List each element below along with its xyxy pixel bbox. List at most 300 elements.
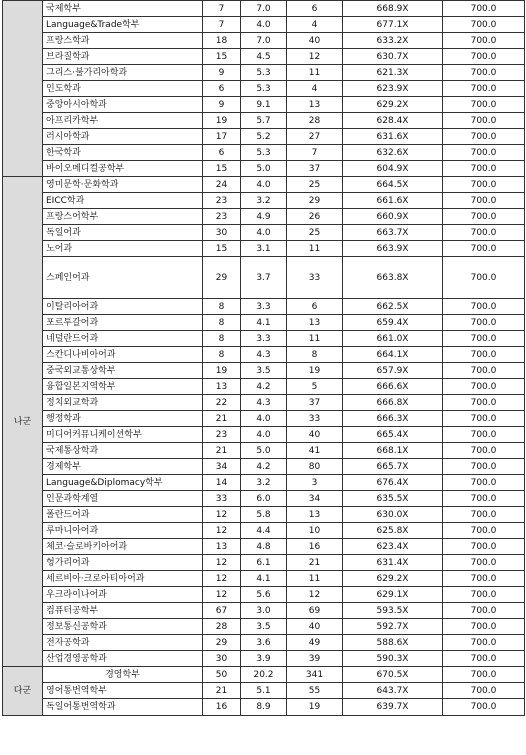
max-score-cell: 700.0 [443, 225, 525, 241]
rate-cell: 9.1 [241, 97, 287, 113]
table-row [3, 523, 525, 539]
max-score-cell: 700.0 [443, 209, 525, 225]
max-score-cell: 700.0 [443, 347, 525, 363]
max-score-cell: 700.0 [443, 683, 525, 699]
group-label [3, 1, 43, 177]
count-cell: 27 [287, 129, 343, 145]
department-name: 체코·슬로바키아어과 [43, 539, 203, 555]
rate-cell: 4.0 [241, 17, 287, 33]
quota-cell: 30 [203, 651, 241, 667]
score-cell: 604.9X [343, 161, 443, 177]
max-score-cell: 700.0 [443, 241, 525, 257]
quota-cell: 12 [203, 507, 241, 523]
score-cell: 592.7X [343, 619, 443, 635]
department-name: 경제학부 [43, 459, 203, 475]
quota-cell: 8 [203, 347, 241, 363]
table-row [3, 17, 525, 33]
department-name: 정치외교학과 [43, 395, 203, 411]
department-name: 폴란드어과 [43, 507, 203, 523]
count-cell: 69 [287, 603, 343, 619]
quota-cell: 18 [203, 33, 241, 49]
table-row [3, 299, 525, 315]
table-row [3, 65, 525, 81]
count-cell: 28 [287, 113, 343, 129]
quota-cell: 29 [203, 257, 241, 299]
max-score-cell: 700.0 [443, 619, 525, 635]
table-row [3, 49, 525, 65]
count-cell: 40 [287, 427, 343, 443]
table-row [3, 491, 525, 507]
table-row [3, 539, 525, 555]
rate-cell: 3.0 [241, 603, 287, 619]
quota-cell: 16 [203, 699, 241, 716]
table-row [3, 411, 525, 427]
department-name: 정보통신공학과 [43, 619, 203, 635]
max-score-cell: 700.0 [443, 523, 525, 539]
table-row [3, 619, 525, 635]
department-name: 우크라이나어과 [43, 587, 203, 603]
rate-cell: 4.4 [241, 523, 287, 539]
score-cell: 670.5X [343, 667, 443, 683]
rate-cell: 3.5 [241, 619, 287, 635]
score-cell: 664.5X [343, 177, 443, 193]
quota-cell: 29 [203, 635, 241, 651]
table-row [3, 475, 525, 491]
department-name: 네덜란드어과 [43, 331, 203, 347]
count-cell: 25 [287, 225, 343, 241]
score-cell: 630.7X [343, 49, 443, 65]
quota-cell: 22 [203, 395, 241, 411]
score-cell: 661.0X [343, 331, 443, 347]
department-name: 산업경영공학과 [43, 651, 203, 667]
quota-cell: 12 [203, 555, 241, 571]
max-score-cell: 700.0 [443, 315, 525, 331]
quota-cell: 6 [203, 81, 241, 97]
table-row [3, 113, 525, 129]
table-body [3, 1, 525, 716]
department-name: 포르투갈어과 [43, 315, 203, 331]
rate-cell: 4.0 [241, 177, 287, 193]
score-cell: 629.2X [343, 97, 443, 113]
count-cell: 7 [287, 145, 343, 161]
quota-cell: 8 [203, 315, 241, 331]
table-row [3, 81, 525, 97]
department-name: 국제학부 [43, 1, 203, 17]
department-name: 헝가리어과 [43, 555, 203, 571]
count-cell: 8 [287, 347, 343, 363]
department-name: 프랑스학과 [43, 33, 203, 49]
score-cell: 632.6X [343, 145, 443, 161]
rate-cell: 4.2 [241, 459, 287, 475]
quota-cell: 13 [203, 539, 241, 555]
count-cell: 4 [287, 17, 343, 33]
rate-cell: 5.7 [241, 113, 287, 129]
rate-cell: 4.5 [241, 49, 287, 65]
department-name: 영미문학·문화학과 [43, 177, 203, 193]
department-name: 전자공학과 [43, 635, 203, 651]
table-row [3, 315, 525, 331]
max-score-cell: 700.0 [443, 427, 525, 443]
count-cell: 26 [287, 209, 343, 225]
score-cell: 665.4X [343, 427, 443, 443]
max-score-cell: 700.0 [443, 571, 525, 587]
table-row [3, 145, 525, 161]
rate-cell: 4.0 [241, 427, 287, 443]
score-cell: 666.3X [343, 411, 443, 427]
quota-cell: 30 [203, 225, 241, 241]
score-cell: 625.8X [343, 523, 443, 539]
max-score-cell: 700.0 [443, 97, 525, 113]
department-name: 독일어과 [43, 225, 203, 241]
max-score-cell: 700.0 [443, 667, 525, 683]
rate-cell: 3.3 [241, 331, 287, 347]
count-cell: 40 [287, 619, 343, 635]
max-score-cell: 700.0 [443, 129, 525, 145]
table-row [3, 507, 525, 523]
department-name: 한국학과 [43, 145, 203, 161]
rate-cell: 5.0 [241, 161, 287, 177]
department-name: 경영학부 [43, 667, 203, 683]
table-row [3, 443, 525, 459]
score-cell: 665.7X [343, 459, 443, 475]
department-name: 스칸디나비아어과 [43, 347, 203, 363]
department-name: 브라질학과 [43, 49, 203, 65]
department-name: 이탈리아어과 [43, 299, 203, 315]
department-name: Language&Trade학부 [43, 17, 203, 33]
rate-cell: 5.3 [241, 65, 287, 81]
quota-cell: 7 [203, 1, 241, 17]
score-cell: 668.9X [343, 1, 443, 17]
table-row [3, 161, 525, 177]
quota-cell: 8 [203, 299, 241, 315]
rate-cell: 5.6 [241, 587, 287, 603]
rate-cell: 3.1 [241, 241, 287, 257]
max-score-cell: 700.0 [443, 603, 525, 619]
max-score-cell: 700.0 [443, 257, 525, 299]
table-row [3, 459, 525, 475]
department-name: EICC학과 [43, 193, 203, 209]
rate-cell: 4.1 [241, 571, 287, 587]
quota-cell: 23 [203, 193, 241, 209]
count-cell: 37 [287, 395, 343, 411]
rate-cell: 4.0 [241, 411, 287, 427]
quota-cell: 12 [203, 587, 241, 603]
department-name: 스페인어과 [43, 257, 203, 299]
department-name: Language&Diplomacy학부 [43, 475, 203, 491]
score-cell: 663.8X [343, 257, 443, 299]
rate-cell: 4.9 [241, 209, 287, 225]
score-cell: 621.3X [343, 65, 443, 81]
quota-cell: 21 [203, 443, 241, 459]
rate-cell: 3.6 [241, 635, 287, 651]
count-cell: 13 [287, 315, 343, 331]
department-name: 컴퓨터공학부 [43, 603, 203, 619]
quota-cell: 24 [203, 177, 241, 193]
max-score-cell: 700.0 [443, 161, 525, 177]
rate-cell: 4.0 [241, 225, 287, 241]
table-row [3, 193, 525, 209]
department-name: 노어과 [43, 241, 203, 257]
rate-cell: 3.5 [241, 363, 287, 379]
count-cell: 33 [287, 411, 343, 427]
count-cell: 12 [287, 587, 343, 603]
count-cell: 11 [287, 241, 343, 257]
table-row [3, 209, 525, 225]
score-cell: 666.6X [343, 379, 443, 395]
rate-cell: 5.3 [241, 145, 287, 161]
count-cell: 19 [287, 699, 343, 716]
rate-cell: 8.9 [241, 699, 287, 716]
department-name: 바이오메디컬공학부 [43, 161, 203, 177]
count-cell: 11 [287, 571, 343, 587]
rate-cell: 5.8 [241, 507, 287, 523]
department-name: 인문과학계열 [43, 491, 203, 507]
table-row [3, 603, 525, 619]
score-cell: 590.3X [343, 651, 443, 667]
max-score-cell: 700.0 [443, 443, 525, 459]
max-score-cell: 700.0 [443, 651, 525, 667]
score-cell: 593.5X [343, 603, 443, 619]
score-cell: 666.8X [343, 395, 443, 411]
quota-cell: 23 [203, 209, 241, 225]
rate-cell: 5.0 [241, 443, 287, 459]
admissions-table [2, 0, 525, 716]
max-score-cell: 700.0 [443, 193, 525, 209]
max-score-cell: 700.0 [443, 411, 525, 427]
score-cell: 643.7X [343, 683, 443, 699]
max-score-cell: 700.0 [443, 539, 525, 555]
table-row [3, 33, 525, 49]
max-score-cell: 700.0 [443, 33, 525, 49]
department-name: 영어통번역학부 [43, 683, 203, 699]
count-cell: 12 [287, 49, 343, 65]
score-cell: 588.6X [343, 635, 443, 651]
score-cell: 631.4X [343, 555, 443, 571]
count-cell: 341 [287, 667, 343, 683]
table-row [3, 427, 525, 443]
table-row [3, 571, 525, 587]
count-cell: 29 [287, 193, 343, 209]
score-cell: 663.9X [343, 241, 443, 257]
quota-cell: 9 [203, 65, 241, 81]
department-name: 융합일본지역학부 [43, 379, 203, 395]
score-cell: 661.6X [343, 193, 443, 209]
rate-cell: 3.2 [241, 193, 287, 209]
group-label: 다군 [3, 667, 43, 716]
quota-cell: 50 [203, 667, 241, 683]
score-cell: 668.1X [343, 443, 443, 459]
count-cell: 39 [287, 651, 343, 667]
table-row [3, 395, 525, 411]
table-row [3, 177, 525, 193]
count-cell: 11 [287, 65, 343, 81]
department-name: 프랑스어학부 [43, 209, 203, 225]
rate-cell: 3.3 [241, 299, 287, 315]
max-score-cell: 700.0 [443, 331, 525, 347]
score-cell: 662.5X [343, 299, 443, 315]
count-cell: 6 [287, 299, 343, 315]
score-cell: 630.0X [343, 507, 443, 523]
quota-cell: 8 [203, 331, 241, 347]
quota-cell: 21 [203, 411, 241, 427]
count-cell: 55 [287, 683, 343, 699]
score-cell: 635.5X [343, 491, 443, 507]
rate-cell: 4.3 [241, 347, 287, 363]
rate-cell: 5.2 [241, 129, 287, 145]
rate-cell: 3.9 [241, 651, 287, 667]
max-score-cell: 700.0 [443, 113, 525, 129]
department-name: 국제통상학과 [43, 443, 203, 459]
max-score-cell: 700.0 [443, 699, 525, 716]
score-cell: 664.1X [343, 347, 443, 363]
rate-cell: 4.8 [241, 539, 287, 555]
rate-cell: 4.1 [241, 315, 287, 331]
quota-cell: 9 [203, 97, 241, 113]
rate-cell: 4.2 [241, 379, 287, 395]
score-cell: 628.4X [343, 113, 443, 129]
count-cell: 21 [287, 555, 343, 571]
score-cell: 623.4X [343, 539, 443, 555]
table-row [3, 587, 525, 603]
count-cell: 49 [287, 635, 343, 651]
table-row [3, 363, 525, 379]
quota-cell: 12 [203, 571, 241, 587]
table-row [3, 257, 525, 299]
max-score-cell: 700.0 [443, 17, 525, 33]
max-score-cell: 700.0 [443, 587, 525, 603]
quota-cell: 12 [203, 523, 241, 539]
department-name: 중앙아시아학과 [43, 97, 203, 113]
department-name: 독일어통번역학과 [43, 699, 203, 716]
rate-cell: 3.7 [241, 257, 287, 299]
count-cell: 5 [287, 379, 343, 395]
max-score-cell: 700.0 [443, 395, 525, 411]
table-row [3, 667, 525, 683]
count-cell: 13 [287, 507, 343, 523]
quota-cell: 15 [203, 49, 241, 65]
group-label: 나군 [3, 177, 43, 667]
score-cell: 633.2X [343, 33, 443, 49]
max-score-cell: 700.0 [443, 491, 525, 507]
table-row [3, 331, 525, 347]
quota-cell: 19 [203, 363, 241, 379]
table-row [3, 97, 525, 113]
table-row [3, 379, 525, 395]
table-row [3, 241, 525, 257]
table-row [3, 683, 525, 699]
quota-cell: 15 [203, 161, 241, 177]
department-name: 그리스·불가리아학과 [43, 65, 203, 81]
quota-cell: 13 [203, 379, 241, 395]
count-cell: 6 [287, 1, 343, 17]
max-score-cell: 700.0 [443, 507, 525, 523]
quota-cell: 14 [203, 475, 241, 491]
quota-cell: 7 [203, 17, 241, 33]
table-row [3, 651, 525, 667]
max-score-cell: 700.0 [443, 145, 525, 161]
max-score-cell: 700.0 [443, 363, 525, 379]
score-cell: 623.9X [343, 81, 443, 97]
count-cell: 41 [287, 443, 343, 459]
max-score-cell: 700.0 [443, 1, 525, 17]
count-cell: 33 [287, 257, 343, 299]
max-score-cell: 700.0 [443, 475, 525, 491]
rate-cell: 4.3 [241, 395, 287, 411]
score-cell: 629.1X [343, 587, 443, 603]
count-cell: 19 [287, 363, 343, 379]
max-score-cell: 700.0 [443, 459, 525, 475]
quota-cell: 33 [203, 491, 241, 507]
score-cell: 639.7X [343, 699, 443, 716]
rate-cell: 3.2 [241, 475, 287, 491]
rate-cell: 20.2 [241, 667, 287, 683]
max-score-cell: 700.0 [443, 379, 525, 395]
quota-cell: 34 [203, 459, 241, 475]
quota-cell: 15 [203, 241, 241, 257]
count-cell: 10 [287, 523, 343, 539]
max-score-cell: 700.0 [443, 49, 525, 65]
table-row [3, 555, 525, 571]
max-score-cell: 700.0 [443, 65, 525, 81]
count-cell: 16 [287, 539, 343, 555]
score-cell: 676.4X [343, 475, 443, 491]
max-score-cell: 700.0 [443, 177, 525, 193]
max-score-cell: 700.0 [443, 635, 525, 651]
max-score-cell: 700.0 [443, 299, 525, 315]
count-cell: 34 [287, 491, 343, 507]
quota-cell: 6 [203, 145, 241, 161]
quota-cell: 19 [203, 113, 241, 129]
score-cell: 663.7X [343, 225, 443, 241]
max-score-cell: 700.0 [443, 81, 525, 97]
department-name: 아프리카학부 [43, 113, 203, 129]
table-row [3, 635, 525, 651]
table-row [3, 347, 525, 363]
quota-cell: 21 [203, 683, 241, 699]
rate-cell: 5.1 [241, 683, 287, 699]
department-name: 세르비아·크로아티아어과 [43, 571, 203, 587]
department-name: 루마니아어과 [43, 523, 203, 539]
quota-cell: 17 [203, 129, 241, 145]
count-cell: 25 [287, 177, 343, 193]
score-cell: 629.2X [343, 571, 443, 587]
count-cell: 4 [287, 81, 343, 97]
count-cell: 3 [287, 475, 343, 491]
score-cell: 659.4X [343, 315, 443, 331]
count-cell: 80 [287, 459, 343, 475]
rate-cell: 6.1 [241, 555, 287, 571]
rate-cell: 6.0 [241, 491, 287, 507]
table-row [3, 699, 525, 716]
quota-cell: 23 [203, 427, 241, 443]
department-name: 행정학과 [43, 411, 203, 427]
rate-cell: 5.3 [241, 81, 287, 97]
table-row [3, 129, 525, 145]
count-cell: 37 [287, 161, 343, 177]
rate-cell: 7.0 [241, 33, 287, 49]
rate-cell: 7.0 [241, 1, 287, 17]
count-cell: 40 [287, 33, 343, 49]
department-name: 인도학과 [43, 81, 203, 97]
quota-cell: 28 [203, 619, 241, 635]
count-cell: 11 [287, 331, 343, 347]
table-row [3, 1, 525, 17]
department-name: 중국외교통상학부 [43, 363, 203, 379]
table-row [3, 225, 525, 241]
score-cell: 657.9X [343, 363, 443, 379]
score-cell: 677.1X [343, 17, 443, 33]
score-cell: 660.9X [343, 209, 443, 225]
